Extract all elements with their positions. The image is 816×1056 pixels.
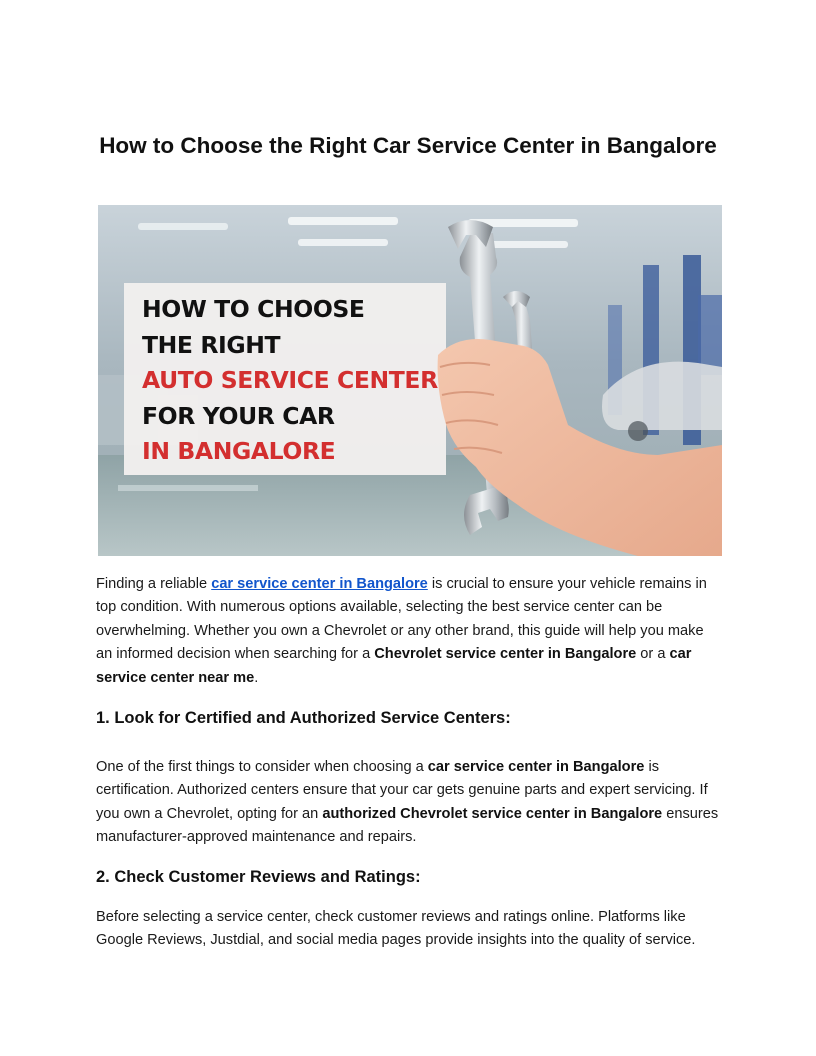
- hero-line-5: IN BANGALORE: [142, 437, 336, 465]
- section-1-text: ensures manufacturer-approved maintenance and repairs.: [96, 805, 719, 846]
- hero-image: [98, 205, 722, 556]
- hero-line-4: FOR YOUR CAR: [142, 402, 335, 430]
- section-2-paragraph: [96, 906, 720, 953]
- section-1-heading: 1. Look for Certified and Authorized Service Centers:: [96, 709, 511, 727]
- intro-paragraph: [96, 573, 720, 690]
- intro-text: Finding a reliable: [96, 576, 212, 592]
- section-2-text: Before selecting a service center, check customer reviews and ratings online. Platforms like Google Reviews, Justdial, and social media pages provide insights into the quality of service.: [96, 909, 696, 949]
- intro-bold: Chevrolet service center in Bangalore: [374, 646, 637, 663]
- section-1-bold: authorized Chevrolet service center in Bangalore: [322, 805, 663, 822]
- section-1-bold: car service center in Bangalore: [427, 759, 645, 775]
- section-1-paragraph: [96, 756, 720, 850]
- intro-bold: car service center near me: [96, 646, 692, 686]
- car-service-center-link[interactable]: car service center in Bangalore: [211, 576, 428, 592]
- hero-line-1: HOW TO CHOOSE: [142, 295, 365, 323]
- section-1-text: is certification. Authorized centers ensure that your car gets genuine parts and expert servicing. If you own a Chevrolet, opting for an: [96, 759, 708, 822]
- section-1-text: One of the first things to consider when choosing a: [96, 759, 428, 775]
- section-2-heading: 2. Check Customer Reviews and Ratings:: [96, 868, 421, 886]
- intro-text: or a: [636, 646, 670, 663]
- document-title: How to Choose the Right Car Service Center in Bangalore: [99, 133, 717, 159]
- intro-text: .: [254, 669, 259, 686]
- intro-text: is crucial to ensure your vehicle remains in top condition. With numerous options available, selecting the best service center can be overwhelming. Whether you own a Chevrolet or any other brand, this guide will help you make an informed decision when searching for a: [96, 576, 707, 663]
- hero-line-3: AUTO SERVICE CENTER: [142, 366, 438, 394]
- hero-line-2: THE RIGHT: [142, 331, 281, 359]
